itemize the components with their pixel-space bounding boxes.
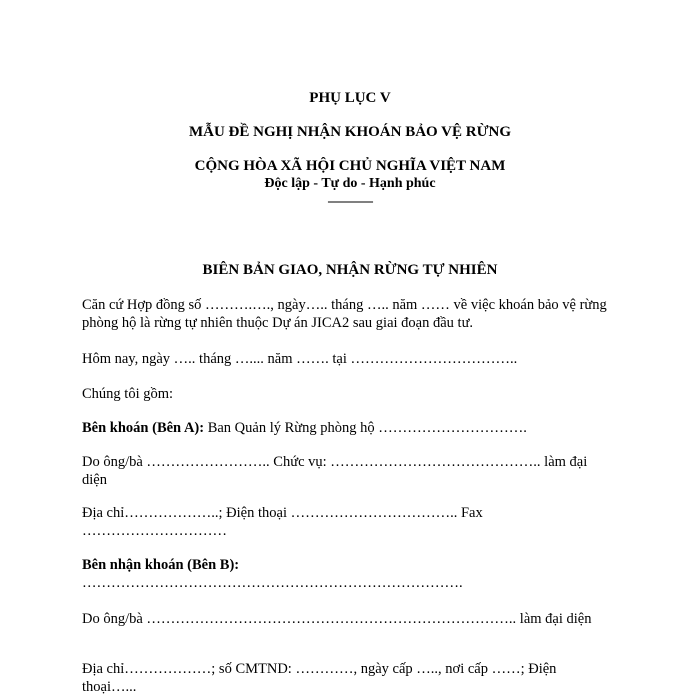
party-a-line bbox=[82, 419, 612, 437]
party-b-label: Bên nhận khoán (Bên B): bbox=[82, 557, 240, 573]
party-a-value: Ban Quản lý Rừng phòng hộ …………………………. bbox=[204, 420, 527, 436]
we-are-line: Chúng tôi gồm: bbox=[82, 386, 174, 402]
national-motto: Độc lập - Tự do - Hạnh phúc bbox=[264, 176, 436, 191]
document-title: BIÊN BẢN GIAO, NHẬN RỪNG TỰ NHIÊN bbox=[202, 262, 498, 278]
country-name: CỘNG HÒA XÃ HỘI CHỦ NGHĨA VIỆT NAM bbox=[194, 158, 506, 174]
form-title: MẪU ĐỀ NGHỊ NHẬN KHOÁN BẢO VỆ RỪNG bbox=[188, 124, 512, 140]
appendix-heading: PHỤ LỤC V bbox=[309, 90, 391, 106]
party-b-address: Địa chỉ………………; số CMTND: …………, ngày cấp ….., nơi cấp ……; Điện thoại…... bbox=[82, 661, 557, 695]
party-a-address: Địa chỉ………………..; Điện thoại …………………………….. Fax ………………………… bbox=[82, 505, 483, 539]
contract-basis-paragraph: Căn cứ Hợp đồng số ……….…., ngày….. tháng ….. năm …… về việc khoán bảo vệ rừng phòng hộ là rừng tự nhiên thuộc Dự án JICA2 sau giai đoạn đầu tư. bbox=[82, 297, 607, 331]
party-b-representative: Do ông/bà ………………………………………………………………….. làm đại diện bbox=[82, 611, 592, 627]
date-location-line: Hôm nay, ngày ….. tháng ….... năm ……. tại …………………………….. bbox=[82, 351, 518, 367]
motto-underline: --------------- bbox=[327, 194, 373, 208]
party-a-label: Bên khoán (Bên A): bbox=[82, 420, 205, 436]
party-a-representative: Do ông/bà …………………….. Chức vụ: …………………………………….. làm đại diện bbox=[82, 454, 588, 488]
party-b-value: ……………………………………………………………………. bbox=[82, 575, 463, 591]
